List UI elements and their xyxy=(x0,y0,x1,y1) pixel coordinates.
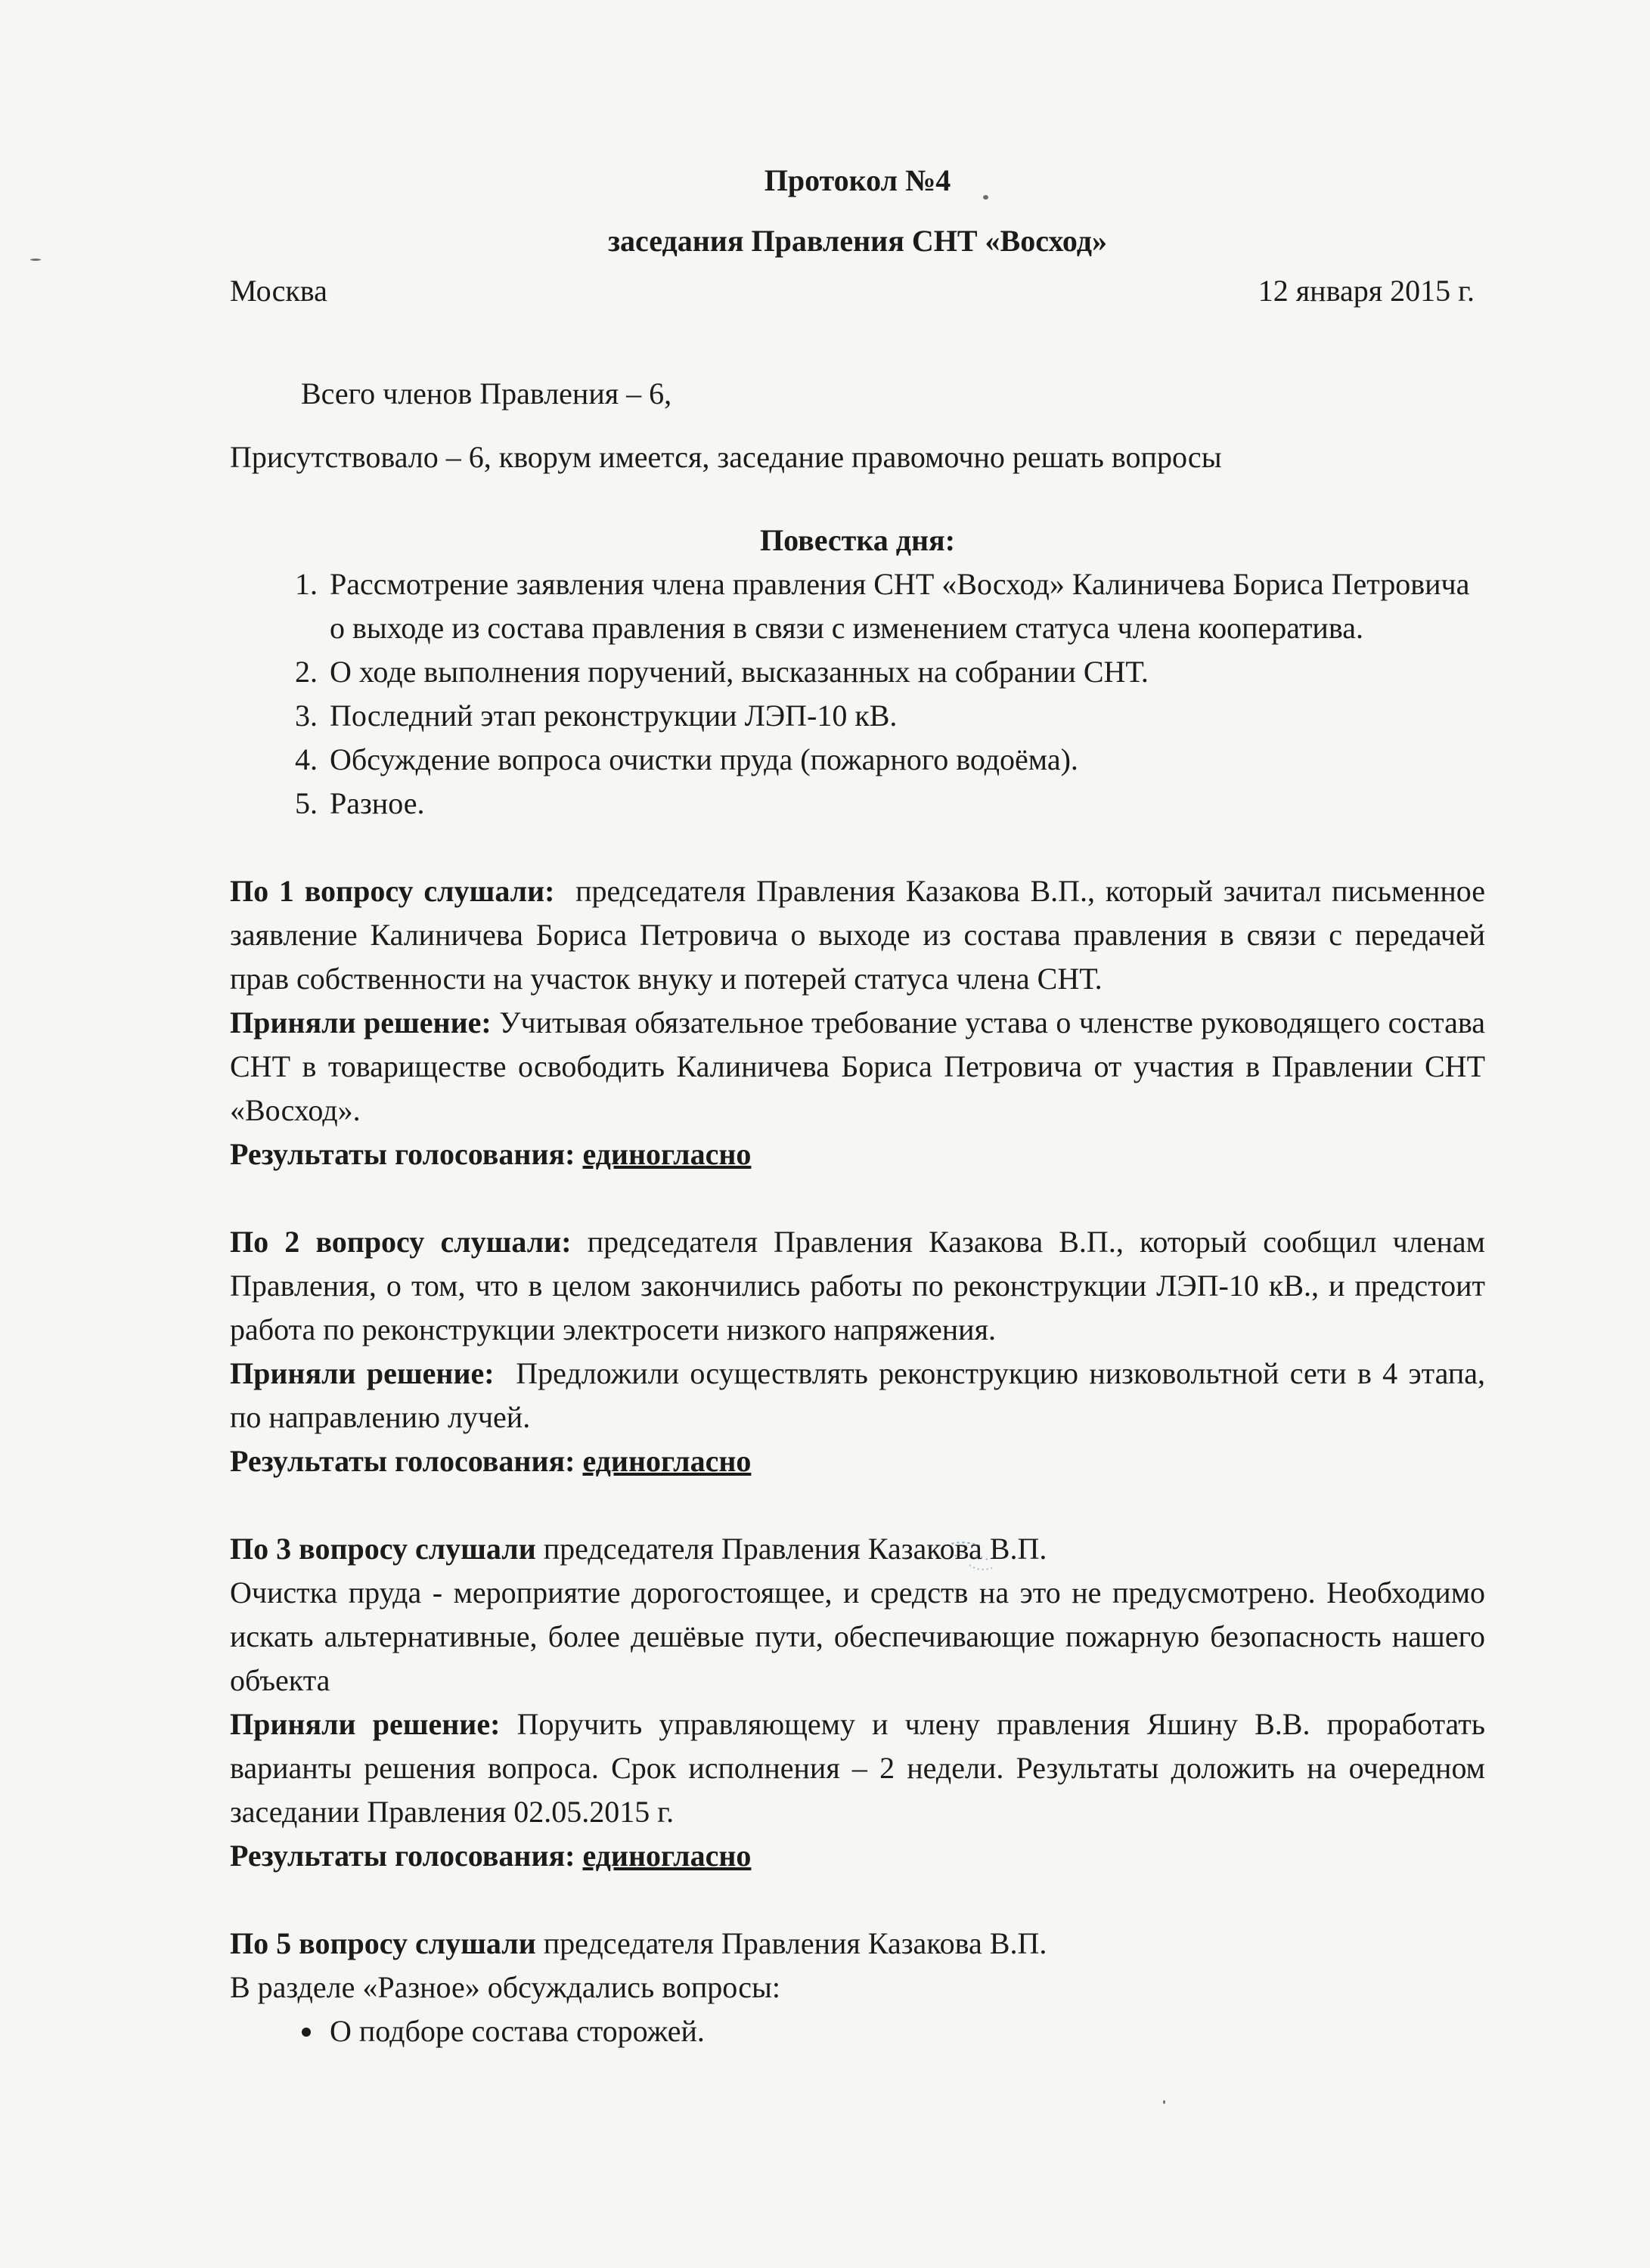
q2-heard-label: По 2 вопросу слушали: xyxy=(230,1225,572,1259)
q3-heard-label: По 3 вопросу слушали xyxy=(230,1532,536,1566)
q2-decision-text: Предложили осуществлять реконструкцию низковольтной сети в 4 этапа, по направлению лучей. xyxy=(230,1356,1493,1434)
q3-decision-label: Приняли решение: xyxy=(230,1707,501,1741)
q2-vote xyxy=(230,1439,1485,1483)
q2-heard-text: председателя Правления Казакова В.П., который сообщил членам Правления, о том, что в целом закончились работы по реконструкции ЛЭП-10 кВ., и предстоит работа по реконструкции электросети низкого напряжения. xyxy=(230,1225,1493,1346)
q1-heard-label: По 1 вопросу слушали: xyxy=(230,874,555,908)
q3-vote-label: Результаты голосования: xyxy=(230,1839,575,1873)
q1-vote-label: Результаты голосования: xyxy=(230,1137,575,1171)
q1-decision-label: Приняли решение: xyxy=(230,1005,492,1040)
question-1-section xyxy=(230,869,1493,1176)
q3-vote-value: единогласно xyxy=(582,1839,752,1873)
q5-heard-text: председателя Правления Казакова В.П. xyxy=(535,1926,1047,1960)
q1-decision xyxy=(230,1001,1493,1132)
q3-heard xyxy=(230,1527,1485,1571)
q1-vote xyxy=(230,1132,1485,1176)
agenda-item: 1. Рассмотрение заявления члена правления СНТ «Восход» Калиничева Бориса Петровича о выходе из состава правления в связи с изменением статуса члена кооператива. xyxy=(325,562,1485,650)
q1-heard-text: председателя Правления Казакова В.П., который зачитал письменное заявление Калиничева Бориса Петровича о выходе из состава правления в связи с передачей прав собственности на участок внуку и потерей статуса члена СНТ. xyxy=(230,874,1493,996)
q1-decision-text: Учитывая обязательное требование устава о членстве руководящего состава СНТ в товариществе освободить Калиничева Бориса Петровича от участия в Правлении СНТ «Восход». xyxy=(230,1005,1493,1127)
paper-speck xyxy=(1163,2100,1165,2104)
q2-vote-label: Результаты голосования: xyxy=(230,1444,575,1478)
agenda-heading: Повестка дня: xyxy=(759,523,956,557)
q5-bullet-list xyxy=(230,2009,1485,2053)
members-total: Всего членов Правления – 6, xyxy=(301,376,672,411)
agenda-item: 3. Последний этап реконструкции ЛЭП-10 кВ. xyxy=(325,694,1485,738)
q3-decision-text: Поручить управляющему и члену правления Яшину В.В. проработать варианты решения вопроса. Срок исполнения – 2 недели. Результаты доложить на очередном заседании Правления 02.05.2015 г. xyxy=(230,1707,1493,1829)
question-5-section xyxy=(230,1922,1485,2053)
q3-body: Очистка пруда - мероприятие дорогостоящее, и средств на это не предусмотрено. Необходимо искать альтернативные, более дешёвые пути, обеспечивающие пожарную безопасность нашего объекта xyxy=(230,1576,1485,1697)
q1-heard xyxy=(230,869,1493,1001)
q2-decision xyxy=(230,1352,1493,1439)
place-date-row xyxy=(230,269,1485,313)
question-2-section xyxy=(230,1220,1493,1483)
document-body xyxy=(230,151,1493,2053)
agenda-item: 2. О ходе выполнения поручений, высказанных на собрании СНТ. xyxy=(325,650,1485,694)
question-3-section xyxy=(230,1527,1493,1878)
q3-heard-text: председателя Правления Казакова В.П. xyxy=(535,1532,1047,1566)
q2-vote-value: единогласно xyxy=(582,1444,752,1478)
quorum-statement: Присутствовало – 6, кворум имеется, заседание правомочно решать вопросы xyxy=(230,440,1222,474)
q5-body: В разделе «Разное» обсуждались вопросы: xyxy=(230,1970,781,2004)
date: 12 января 2015 г. xyxy=(1258,274,1475,308)
q5-heard xyxy=(230,1922,1485,1966)
q2-heard xyxy=(230,1220,1493,1352)
agenda-list xyxy=(230,562,1485,826)
q5-bullet-item: • О подборе состава сторожей. xyxy=(325,2009,1485,2053)
agenda-item: 4. Обсуждение вопроса очистки пруда (пожарного водоёма). xyxy=(325,738,1485,782)
protocol-title: Протокол №4 xyxy=(764,163,951,197)
city: Москва xyxy=(230,274,327,308)
q3-vote xyxy=(230,1834,1485,1878)
q2-decision-label: Приняли решение: xyxy=(230,1356,495,1390)
q1-vote-value: единогласно xyxy=(582,1137,752,1171)
q5-heard-label: По 5 вопросу слушали xyxy=(230,1926,536,1960)
protocol-subtitle: заседания Правления СНТ «Восход» xyxy=(607,224,1108,258)
agenda-item: 5. Разное. xyxy=(325,782,1485,826)
q3-decision xyxy=(230,1703,1493,1834)
paper-speck xyxy=(30,259,41,261)
